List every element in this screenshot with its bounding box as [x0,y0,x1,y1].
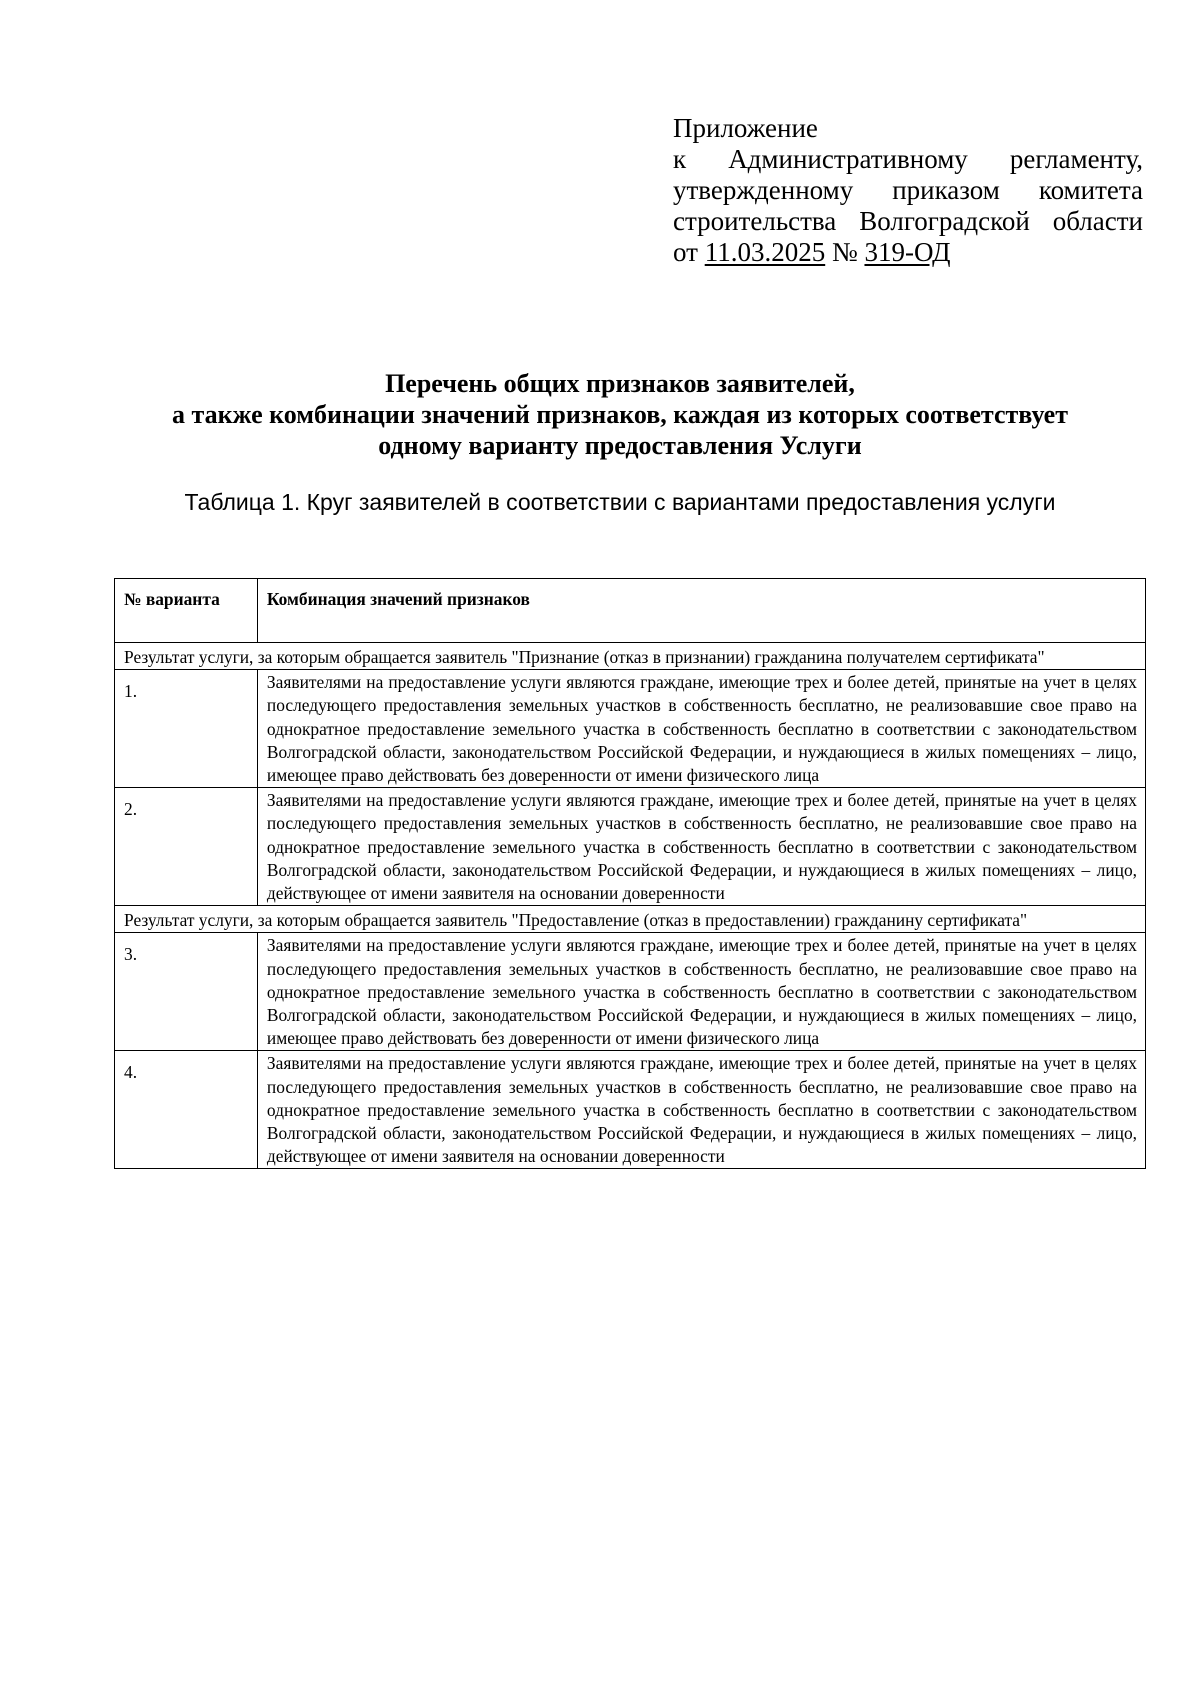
table-header-row [115,579,1146,643]
variant-number: 1. [115,670,258,788]
appendix-block [673,113,1143,268]
appendix-title: Приложение [673,113,818,143]
order-number: 319-ОД [864,237,951,267]
number-sign: № [831,237,858,267]
variant-number: 4. [115,1051,258,1169]
table-caption: Таблица 1. Круг заявителей в соответствии с вариантами предоставления услуги [184,489,1056,515]
variant-description: Заявителями на предоставление услуги являются граждане, имеющие трех и более детей, принятые на учет в целях последующего предоставления земельных участков в собственность бесплатно, не реализовавшие свое право на однократное предоставление земельного участка в собственность бесплатно в соответствии с законодательством Волгоградской области, законодательством Российской Федерации, и нуждающиеся в жилых помещениях – лицо, имеющее право действовать без доверенности от имени физического лица [257,670,1145,788]
variant-number: 3. [115,933,258,1051]
variant-number: 2. [115,788,258,906]
table-row [115,670,1146,788]
appendix-prefix: от [673,237,698,267]
result-row [115,643,1146,670]
variant-description: Заявителями на предоставление услуги являются граждане, имеющие трех и более детей, принятые на учет в целях последующего предоставления земельных участков в собственность бесплатно, не реализовавшие свое право на однократное предоставление земельного участка в собственность бесплатно в соответствии с законодательством Волгоградской области, законодательством Российской Федерации, и нуждающиеся в жилых помещениях – лицо, действующее от имени заявителя на основании доверенности [257,788,1145,906]
appendix-line-3: утвержденному приказом комитета [673,175,1143,205]
variant-description: Заявителями на предоставление услуги являются граждане, имеющие трех и более детей, принятые на учет в целях последующего предоставления земельных участков в собственность бесплатно, не реализовавшие свое право на однократное предоставление земельного участка в собственность бесплатно в соответствии с законодательством Волгоградской области, законодательством Российской Федерации, и нуждающиеся в жилых помещениях – лицо, имеющее право действовать без доверенности от имени физического лица [257,933,1145,1051]
table-row [115,933,1146,1051]
document-title [80,368,1160,461]
variant-description: Заявителями на предоставление услуги являются граждане, имеющие трех и более детей, принятые на учет в целях последующего предоставления земельных участков в собственность бесплатно, не реализовавшие свое право на однократное предоставление земельного участка в собственность бесплатно в соответствии с законодательством Волгоградской области, законодательством Российской Федерации, и нуждающиеся в жилых помещениях – лицо, действующее от имени заявителя на основании доверенности [257,1051,1145,1169]
title-line-2: а также комбинации значений признаков, каждая из которых соответствует [172,400,1068,429]
appendix-line-4: строительства Волгоградской области [673,206,1143,236]
header-combination: Комбинация значений признаков [257,579,1145,643]
title-line-1: Перечень общих признаков заявителей, [385,369,855,398]
result-text: Результат услуги, за которым обращается заявитель "Предоставление (отказ в предоставлении) гражданину сертификата" [115,906,1146,933]
result-row [115,906,1146,933]
header-variant-number: № варианта [115,579,258,643]
table-row [115,788,1146,906]
table-row [115,1051,1146,1169]
applicants-table [114,578,1146,1169]
title-line-3: одному варианту предоставления Услуги [378,431,862,460]
appendix-order-line [673,237,1143,268]
result-text: Результат услуги, за которым обращается заявитель "Признание (отказ в признании) гражданина получателем сертификата" [115,643,1146,670]
appendix-line-2: к Административному регламенту, [673,144,1143,174]
order-date: 11.03.2025 [704,237,826,267]
